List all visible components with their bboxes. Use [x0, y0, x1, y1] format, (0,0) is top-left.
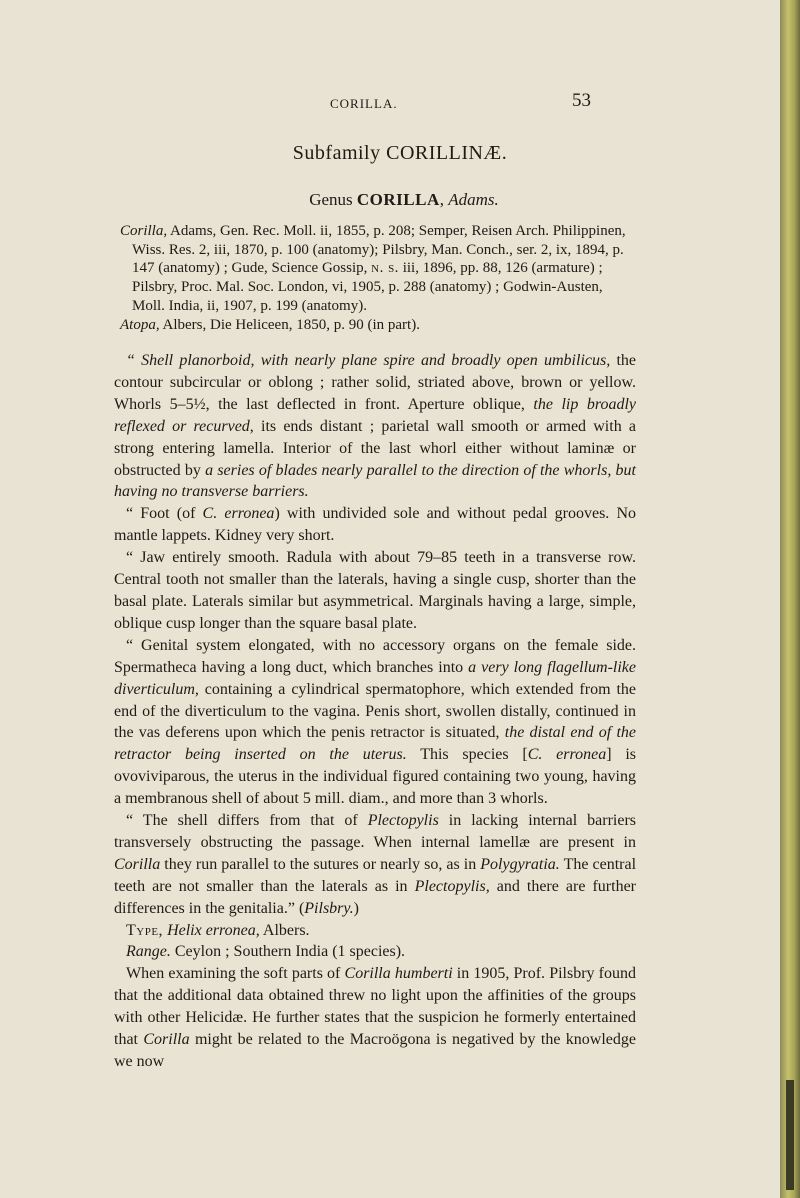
genus-prefix: Genus: [309, 190, 353, 209]
text-run: its ends distant ; parietal wall smooth or armed with a strong entering lamella. Interior of the last whorl either without laminæ or obstructed by: [114, 417, 636, 479]
range-text: Ceylon ; Southern India (1 species).: [170, 943, 406, 961]
emphasis: Plectopylis: [367, 812, 439, 830]
paragraph-foot: [114, 503, 636, 547]
type-author: Albers.: [259, 921, 310, 939]
text-run: When examining the soft parts of: [126, 965, 345, 983]
text-run: they run parallel to the sutures or nearly so, as in: [160, 855, 481, 873]
text-run: The central teeth are not smaller than the laterals as in: [114, 855, 637, 895]
paragraph-genital: [114, 635, 636, 810]
synonym-name: Corilla: [120, 223, 164, 239]
synonym-citation: , Albers, Die Heliceen, 1850, p. 90 (in part).: [155, 316, 420, 333]
text-run: ): [353, 899, 359, 917]
synonym-citation: , Adams, Gen. Rec. Moll. ii, 1855, p. 208; Semper, Reisen Arch. Philippinen, Wiss. Res. 2, iii, 1870, p. 100 (anatomy); Pilsbry, Man. Conch., ser. 2, ix, 1894, p. 147 (anatomy) ; Gude, Science Gossip,: [132, 223, 626, 277]
type-line: [114, 920, 636, 942]
text-run: “ Foot (of: [126, 505, 203, 523]
synonymy-entry: [114, 316, 634, 335]
text-run: and there are further differences in the genitalia.” (: [114, 877, 637, 917]
emphasis: “ Shell planorboid, with nearly plane spire and broadly open umbilicus,: [126, 352, 611, 369]
synonym-name: Atopa: [120, 316, 156, 333]
synonymy: [114, 222, 634, 334]
synonymy-entry: [114, 222, 634, 316]
text-run: ] is ovoviviparous, the uterus in the individual figured containing two young, having a membranous shell of about 5 mill. diam., and more than 3 whorls.: [114, 746, 637, 808]
range-line: [114, 941, 636, 963]
paragraph-shell: [114, 350, 636, 503]
text-run: “ Genital system elongated, with no accessory organs on the female side. Spermatheca having a long duct, which branches into: [114, 636, 636, 676]
emphasis: a very long flagellum-like diverticulum,: [114, 658, 636, 698]
text-run: might be related to the Macroögona is negatived by the knowledge we now: [114, 1031, 636, 1070]
emphasis: Pilsbry.: [304, 899, 354, 917]
subfamily-heading: Subfamily CORILLINÆ.: [292, 142, 508, 164]
page-number: 53: [572, 90, 591, 111]
running-head: [0, 90, 780, 116]
type-label: Type,: [126, 921, 164, 939]
genus-name: CORILLA: [356, 190, 440, 209]
genus-author: Adams.: [448, 190, 499, 209]
text-run: the contour subcircular or oblong ; rather solid, striated above, brown or yellow. Whorls 5–5½, the last deflected in front. Aperture oblique,: [114, 352, 636, 413]
emphasis: Corilla humberti: [344, 965, 453, 983]
text-run: “ The shell differs from that of: [126, 812, 368, 830]
emphasis: Polygyratia.: [480, 855, 560, 873]
emphasis: C. erronea: [202, 505, 275, 523]
emphasis: the distal end of the retractor being inserted on the uterus.: [114, 724, 637, 764]
body-text: [114, 350, 636, 1073]
text-run: in 1905, Prof. Pilsbry found that the additional data obtained threw no light upon the affinities of the groups with other Helicidæ. He further states that the suspicion he formerly entertained that: [114, 965, 636, 1049]
type-species: Helix erronea,: [167, 921, 260, 939]
emphasis: the lip broadly reflexed or recurved,: [114, 395, 636, 435]
emphasis: Corilla: [143, 1031, 190, 1049]
paragraph-final: [114, 963, 636, 1073]
text-run: ) with undivided sole and without pedal grooves. No mantle lappets. Kidney very short.: [114, 505, 637, 545]
text-run: in lacking internal barriers transversely obstructing the passage. When internal lamellæ are present in: [114, 812, 637, 851]
emphasis: Plectopylis,: [414, 877, 490, 895]
genus-heading: Genus CORILLA, Adams.: [309, 190, 499, 209]
synonym-citation-cont: iii, 1896, pp. 88, 126 (armature) ; Pilsbry, Proc. Mal. Soc. London, vi, 1905, p. 288 (anatomy) ; Godwin-Austen, Moll. India, ii, 1907, p. 199 (anatomy).: [132, 260, 603, 314]
emphasis: C. erronea: [527, 746, 607, 764]
text-run: This species [: [406, 746, 528, 764]
running-head-title: CORILLA.: [330, 96, 398, 111]
emphasis: Corilla: [114, 855, 161, 873]
text-run: containing a cylindrical spermatophore, which extended from the end of the diverticulum to the vagina. Penis short, swollen distally, continued in the vas deferens upon which the penis retractor is situated,: [114, 680, 636, 742]
emphasis: a series of blades nearly parallel to the direction of the whorls, but having no transverse barriers.: [114, 461, 636, 501]
page-edge-shadow: [786, 1080, 794, 1190]
page-edge: [780, 0, 800, 1198]
range-label: Range.: [126, 943, 171, 961]
synonym-series: n. s.: [371, 260, 399, 277]
paragraph-jaw: [114, 547, 636, 635]
paragraph-shell-differs: [114, 810, 636, 920]
text-run: “ Jaw entirely smooth. Radula with about 79–85 teeth in a transverse row. Central tooth not smaller than the laterals, having a single cusp, shorter than the basal plate. Laterals similar but asymmetrical. Marginals having a large, simple, oblique cusp longer than the square basal plate.: [114, 549, 636, 632]
